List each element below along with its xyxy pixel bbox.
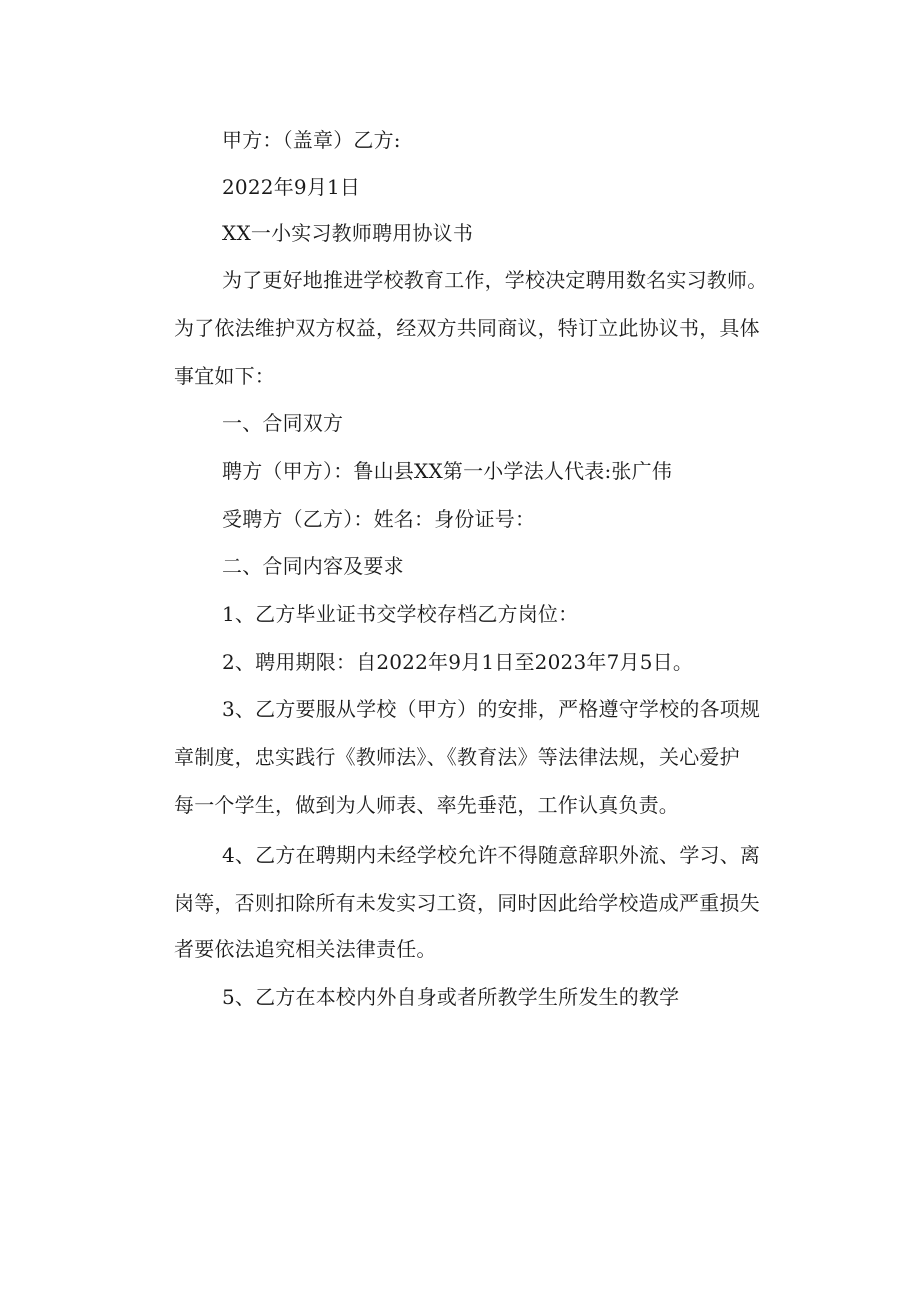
clause-4-line-1: 4、乙方在聘期内未经学校允许不得随意辞职外流、学习、离 (222, 843, 761, 867)
clause-3-line-1: 3、乙方要服从学校（甲方）的安排，严格遵守学校的各项规 (222, 697, 761, 721)
clause-4-line-2: 岗等，否则扣除所有未发实习工资，同时因此给学校造成严重损失 (174, 891, 760, 915)
party-a-line: 聘方（甲方）：鲁山县XX第一小学法人代表:张广伟 (222, 459, 673, 483)
clause-5-line-1: 5、乙方在本校内外自身或者所教学生所发生的教学 (222, 985, 680, 1009)
signature-line: 甲方：（盖章）乙方: (222, 128, 401, 152)
clause-3-line-3: 每一个学生，做到为人师表、率先垂范，工作认真负责。 (174, 793, 679, 817)
section-heading-parties: 一、合同双方 (222, 411, 344, 435)
date-line: 2022年9月1日 (222, 175, 361, 199)
intro-paragraph-line-1: 为了更好地推进学校教育工作，学校决定聘用数名实习教师。 (222, 268, 768, 292)
intro-paragraph-line-2: 为了依法维护双方权益，经双方共同商议，特订立此协议书，具体 (174, 316, 760, 340)
section-heading-content: 二、合同内容及要求 (222, 554, 404, 578)
clause-3-line-2: 章制度，忠实践行《教师法》、《教育法》等法律法规，关心爱护 (174, 745, 740, 769)
clause-1: 1、乙方毕业证书交学校存档乙方岗位： (222, 602, 579, 626)
party-b-line: 受聘方（乙方）：姓名：身份证号： (222, 507, 536, 531)
intro-paragraph-line-3: 事宜如下： (174, 364, 275, 388)
clause-2: 2、聘用期限：自2022年9月1日至2023年7月5日。 (222, 650, 694, 674)
clause-4-line-3: 者要依法追究相关法律责任。 (174, 937, 437, 961)
document-title: XX一小实习教师聘用协议书 (222, 221, 474, 245)
